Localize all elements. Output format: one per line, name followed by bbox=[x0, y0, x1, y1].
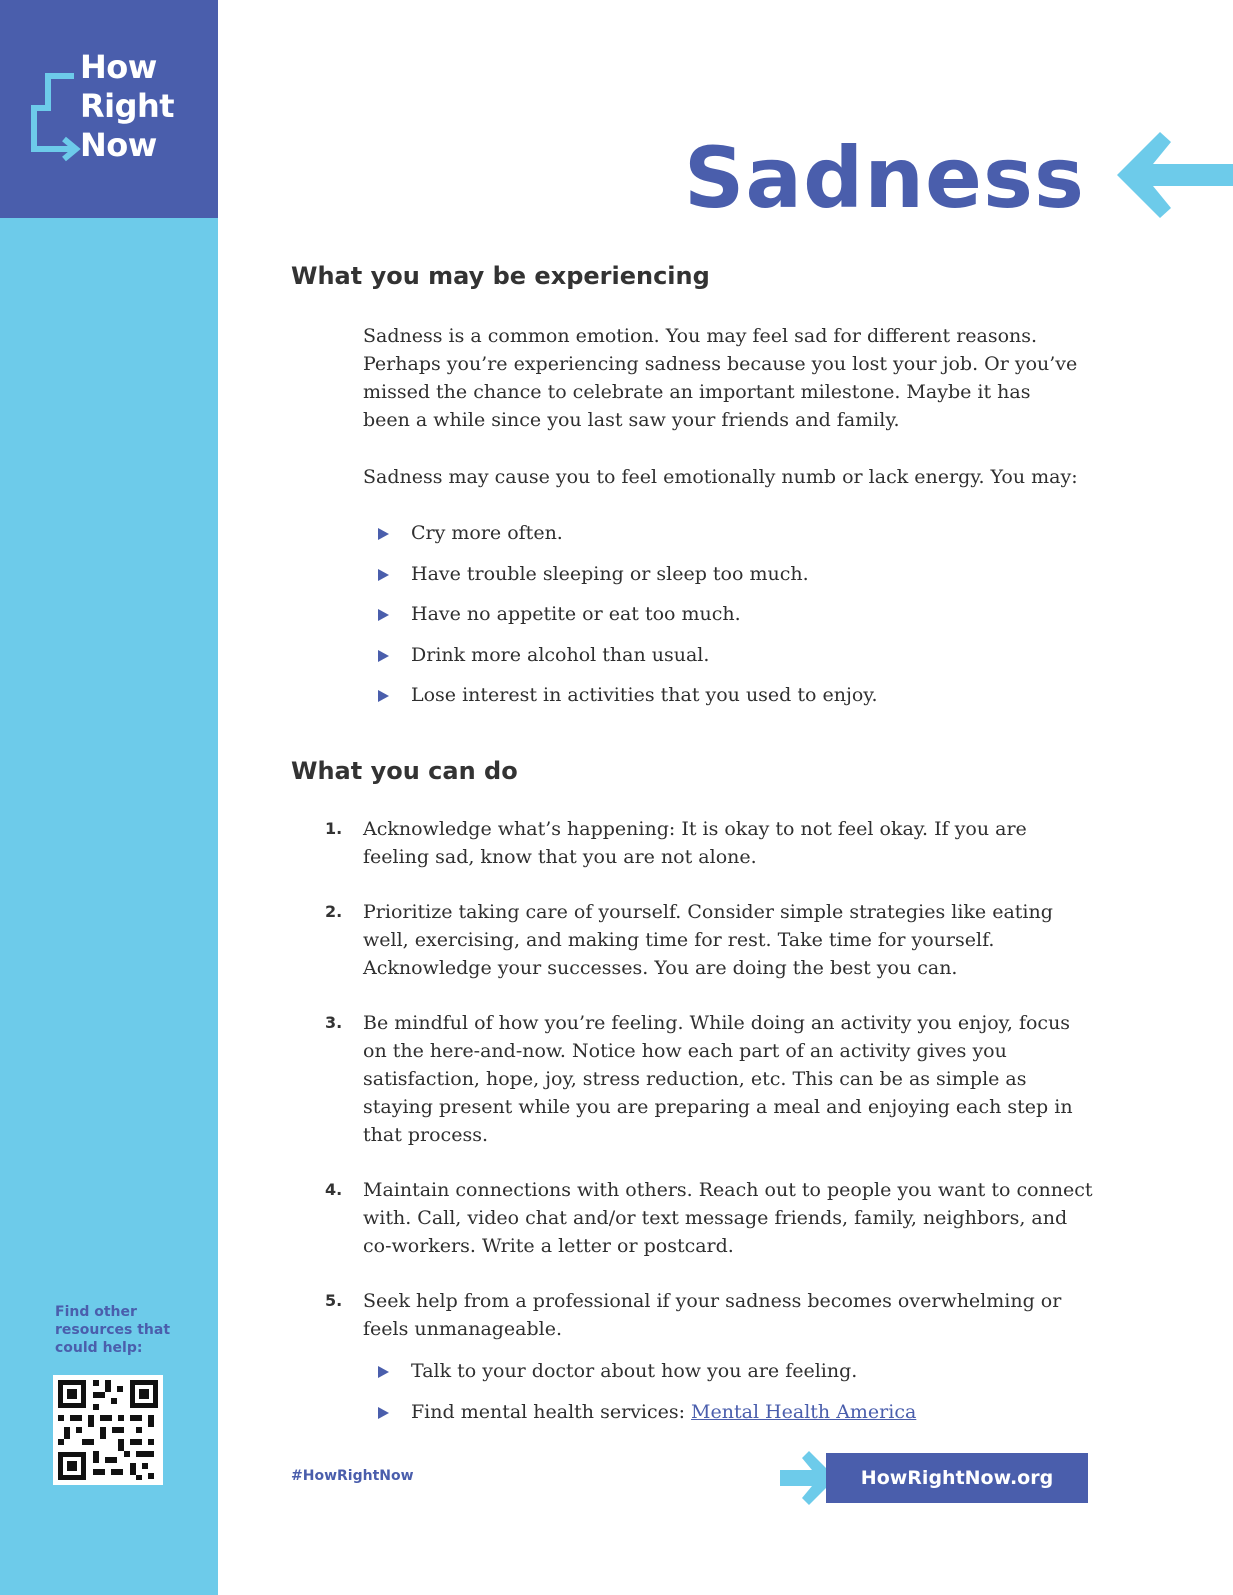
symptom-list bbox=[363, 519, 878, 722]
step-item bbox=[325, 1176, 1095, 1260]
bullet-triangle-icon bbox=[378, 528, 389, 540]
logo[interactable] bbox=[0, 0, 218, 218]
step-text: Acknowledge what’s happening: It is okay to not feel okay. If you are feeling sad, know that you are not alone. bbox=[363, 818, 1027, 868]
left-arrow-icon bbox=[1105, 130, 1233, 220]
bullet-text: Find mental health services: bbox=[411, 1400, 692, 1423]
step-text: Be mindful of how you’re feeling. While doing an activity you enjoy, focus on the here-and-now. Notice how each part of an activity gives you satisfaction, hope, joy, stress reduction, etc. This can be as simple as staying present while you are preparing a meal and enjoying each step in that process. bbox=[363, 1012, 1073, 1146]
sidebar bbox=[0, 0, 218, 1595]
bullet-text: Cry more often. bbox=[411, 522, 563, 544]
bullet-triangle-icon bbox=[378, 1407, 389, 1419]
resources-note: Find other resources that could help: bbox=[55, 1304, 171, 1356]
list-item bbox=[363, 1398, 916, 1439]
list-item bbox=[363, 600, 878, 641]
bullet-triangle-icon bbox=[378, 609, 389, 621]
mental-health-america-link[interactable]: Mental Health America bbox=[691, 1400, 917, 1423]
bullet-text: Talk to your doctor about how you are feeling. bbox=[411, 1360, 858, 1382]
section-heading-experiencing: What you may be experiencing bbox=[291, 262, 710, 290]
logo-line-right: Right bbox=[80, 87, 175, 125]
step-number: 1. bbox=[325, 819, 343, 838]
bullet-triangle-icon bbox=[378, 690, 389, 702]
section-heading-what-you-can-do: What you can do bbox=[291, 757, 518, 785]
intro-paragraph: Sadness is a common emotion. You may feel sad for different reasons. Perhaps you’re experiencing sadness because you lost your job. Or you’ve missed the chance to celebrate an important milestone. Maybe it has been a while since you last saw your friends and family. bbox=[363, 325, 1078, 431]
steps-list bbox=[325, 815, 1095, 1343]
list-item bbox=[363, 560, 878, 601]
logo-arrow-icon bbox=[26, 70, 86, 165]
bullet-text: Lose interest in activities that you used to enjoy. bbox=[411, 684, 878, 706]
bullet-text: Drink more alcohol than usual. bbox=[411, 643, 710, 666]
symptoms-lead: Sadness may cause you to feel emotionally numb or lack energy. You may: bbox=[363, 466, 1078, 488]
hashtag: #HowRightNow bbox=[291, 1468, 414, 1484]
bullet-text: Have trouble sleeping or sleep too much. bbox=[411, 562, 809, 585]
logo-wordmark bbox=[80, 48, 174, 165]
step-item bbox=[325, 1009, 1095, 1149]
qr-code-icon[interactable] bbox=[53, 1375, 163, 1485]
page-title: Sadness bbox=[683, 129, 1085, 227]
step-number: 2. bbox=[325, 902, 343, 921]
website-link[interactable]: HowRightNow.org bbox=[826, 1453, 1088, 1503]
logo-line-now: Now bbox=[80, 126, 157, 164]
bullet-triangle-icon bbox=[378, 650, 389, 662]
step-item bbox=[325, 898, 1095, 982]
list-item bbox=[363, 681, 878, 722]
step-text: Prioritize taking care of yourself. Consider simple strategies like eating well, exercising, and making time for rest. Take time for yourself. Acknowledge your successes. You are doing the best you can. bbox=[363, 901, 1053, 979]
list-item bbox=[363, 641, 878, 682]
bullet-triangle-icon bbox=[378, 569, 389, 581]
step-item bbox=[325, 815, 1095, 871]
step-text: Seek help from a professional if your sadness becomes overwhelming or feels unmanageable. bbox=[363, 1290, 1062, 1340]
step-number: 3. bbox=[325, 1013, 343, 1032]
bullet-text: Have no appetite or eat too much. bbox=[411, 603, 741, 625]
logo-line-how: How bbox=[80, 48, 157, 86]
list-item bbox=[363, 1357, 916, 1398]
step-number: 5. bbox=[325, 1291, 343, 1310]
help-list bbox=[363, 1357, 916, 1438]
bullet-triangle-icon bbox=[378, 1366, 389, 1378]
step-text: Maintain connections with others. Reach out to people you want to connect with. Call, video chat and/or text message friends, family, neighbors, and co-workers. Write a letter or postcard. bbox=[363, 1179, 1093, 1257]
step-item bbox=[325, 1287, 1095, 1343]
list-item bbox=[363, 519, 878, 560]
step-number: 4. bbox=[325, 1180, 343, 1199]
